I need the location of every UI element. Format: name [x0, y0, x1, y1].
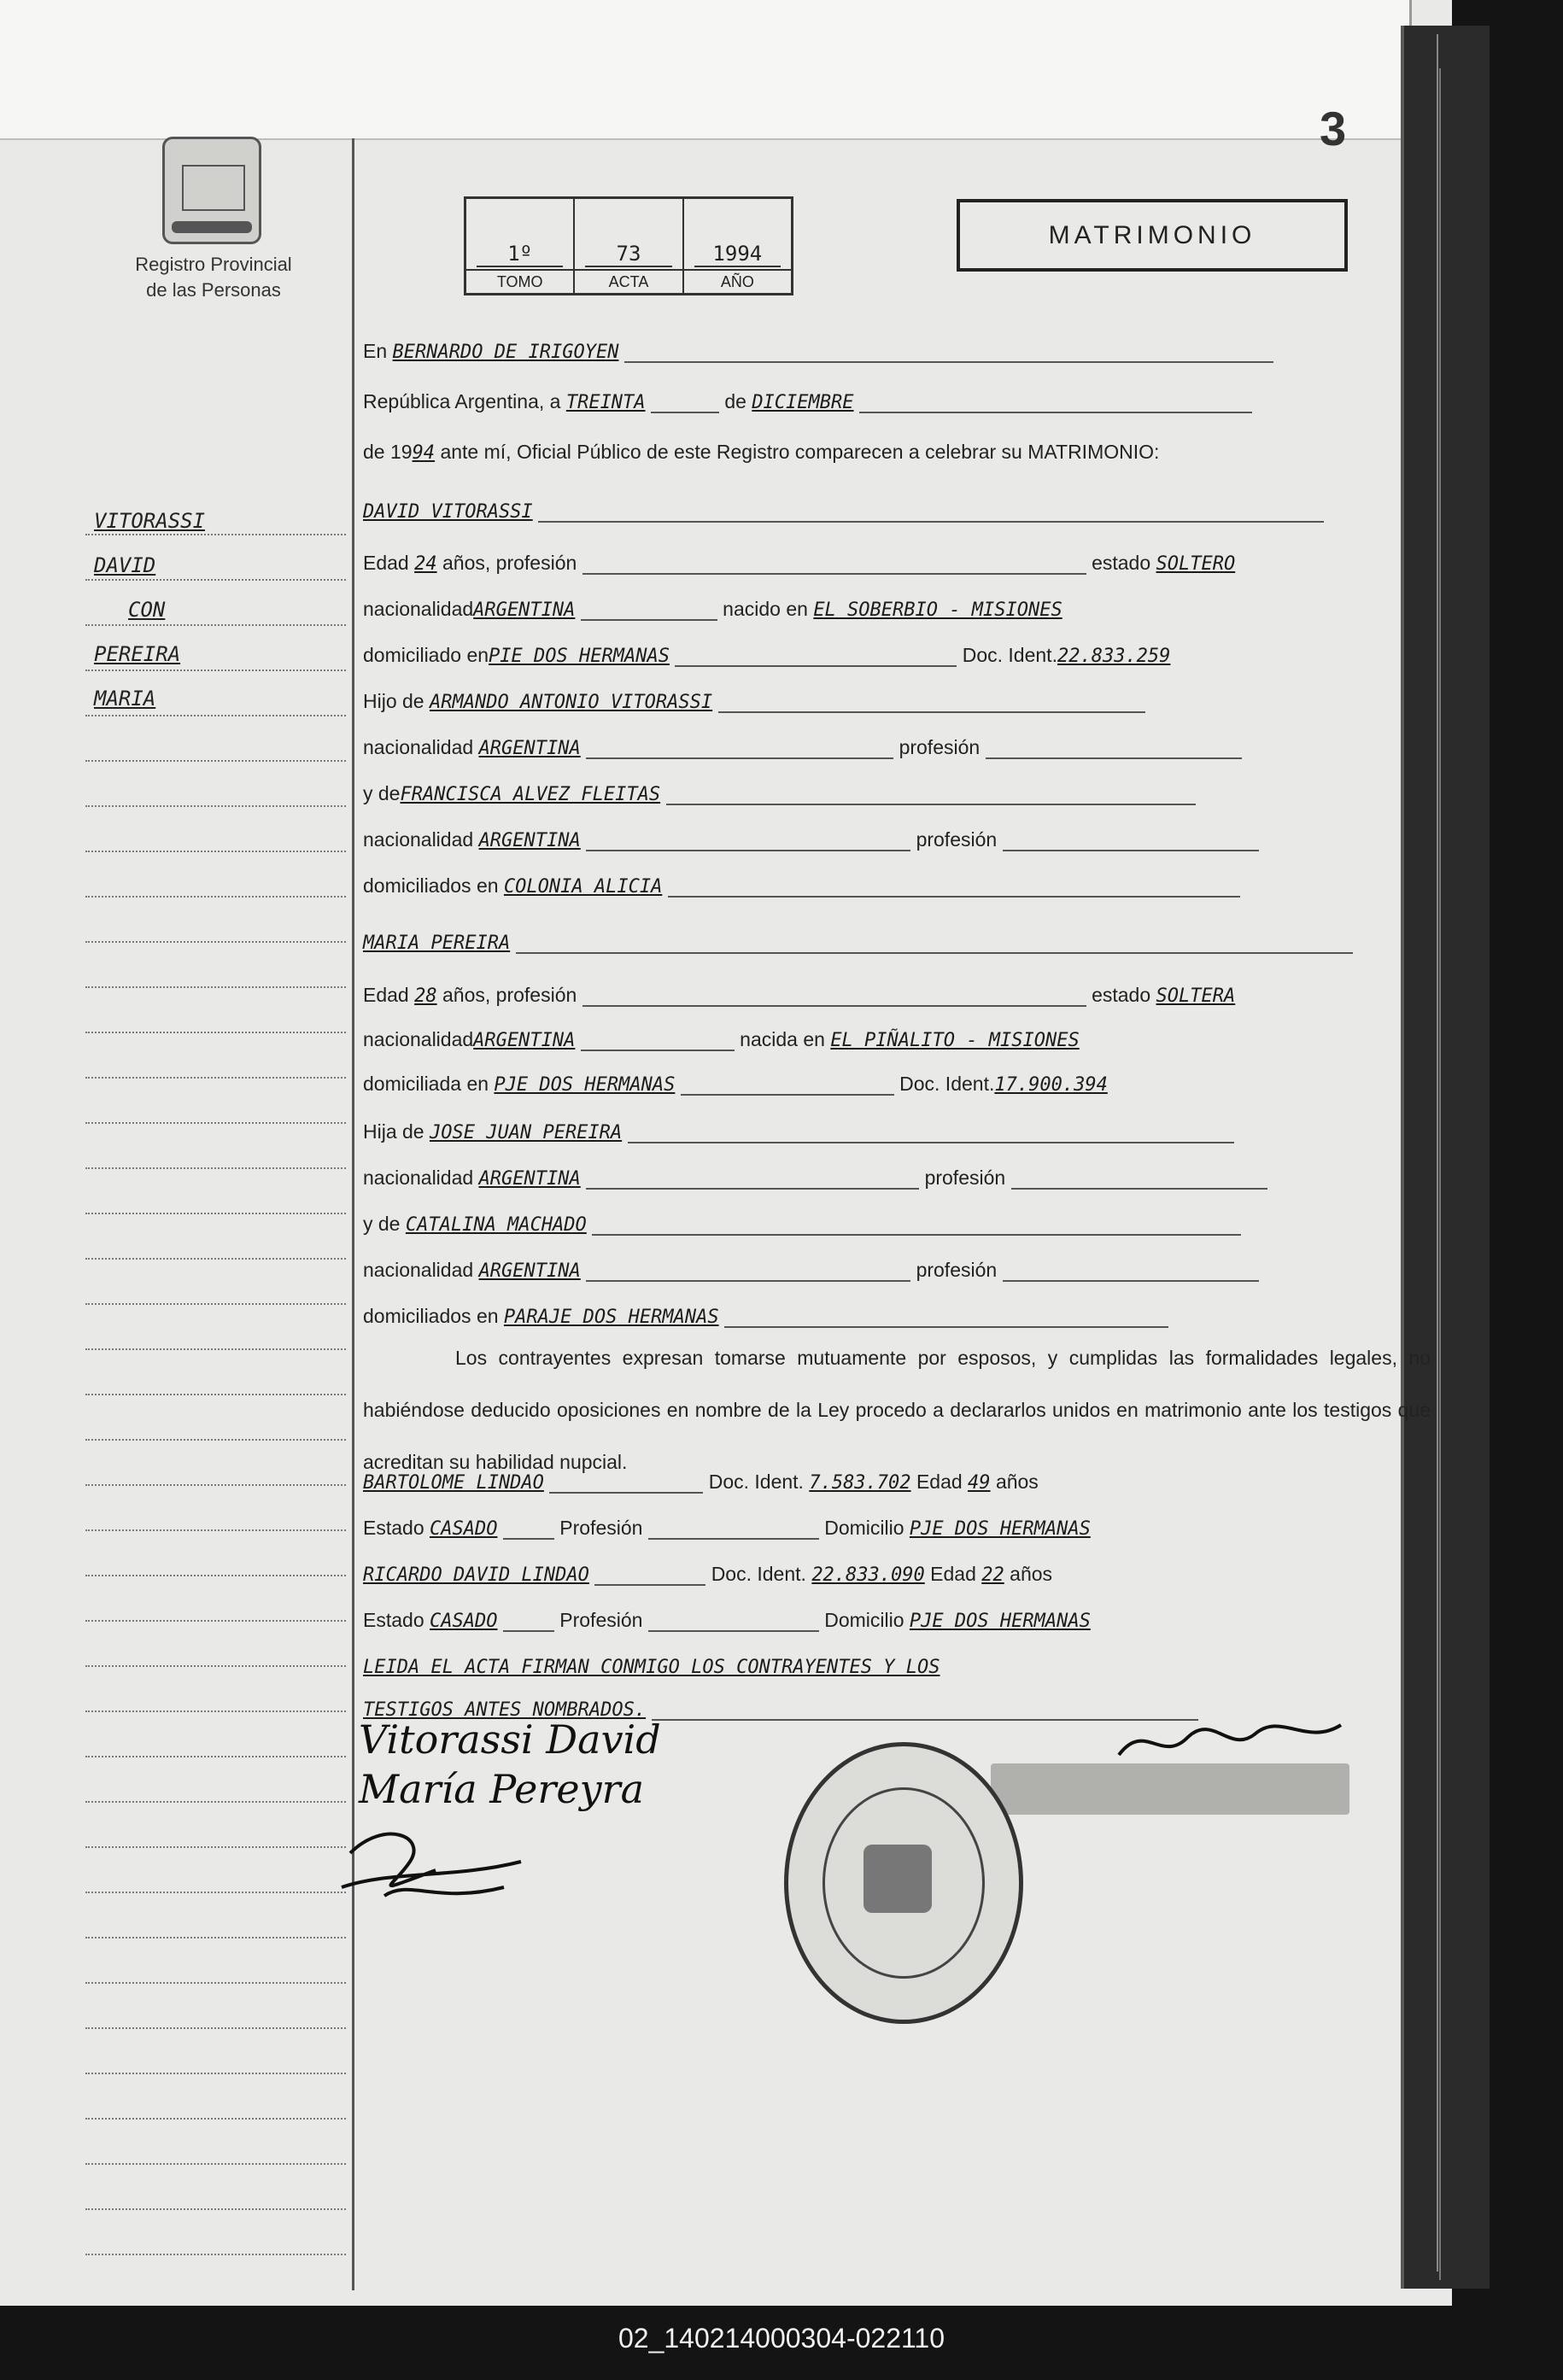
bride-mother-line: y de CATALINA MACHADO: [363, 1213, 1241, 1236]
margin-ruled-line: [85, 941, 346, 943]
margin-ruled-line: [85, 2118, 346, 2120]
witness2-status-line: Estado CASADO Profesión Domicilio PJE DOS HERMANAS: [363, 1609, 1091, 1632]
margin-ruled-line: [85, 1484, 346, 1486]
province-emblem: [162, 137, 261, 244]
margin-ruled-line: [85, 1439, 346, 1441]
margin-ruled-line: [85, 1122, 346, 1124]
margin-ruled-line: [85, 1620, 346, 1622]
document-title: MATRIMONIO: [957, 199, 1348, 272]
margin-ruled-line: [85, 1892, 346, 1893]
acta-cell: 73 ACTA: [575, 199, 683, 293]
margin-ruled-line: [85, 2254, 346, 2255]
margin-ruled-line: [85, 1575, 346, 1576]
groom-mother-nationality: nacionalidad ARGENTINA profesión: [363, 828, 1259, 851]
margin-ruled-line: [85, 1303, 346, 1305]
margin-ruled-line: [85, 2027, 346, 2029]
margin-note: CON: [128, 598, 166, 622]
registry-seal: [784, 1742, 1023, 2024]
margin-ruled-line: [85, 1213, 346, 1214]
margin-ruled-line: [85, 1982, 346, 1984]
groom-nationality-line: nacionalidadARGENTINA nacido en EL SOBERBIO - MISIONES: [363, 598, 1062, 621]
margin-ruled-line: [85, 896, 346, 898]
bride-parents-domicile: domiciliados en PARAJE DOS HERMANAS: [363, 1305, 1168, 1328]
margin-ruled-line: [85, 1710, 346, 1712]
bride-nationality-line: nacionalidadARGENTINA nacida en EL PIÑALITO - MISIONES: [363, 1028, 1080, 1051]
margin-ruled-line: [85, 760, 346, 762]
margin-ruled-line: [85, 1665, 346, 1667]
officer-stamp: [991, 1763, 1349, 1815]
margin-ruled-line: [85, 2163, 346, 2165]
registry-name: Registro Provincial de las Personas: [135, 254, 292, 301]
margin-ruled-line: [85, 1258, 346, 1260]
closing-line-1: LEIDA EL ACTA FIRMAN CONMIGO LOS CONTRAYENTES Y LOS: [363, 1657, 940, 1678]
margin-ruled-line: [85, 1348, 346, 1350]
right-margin-line: [1439, 68, 1441, 2280]
witness1-status-line: Estado CASADO Profesión Domicilio PJE DOS HERMANAS: [363, 1517, 1091, 1540]
margin-ruled-line: [85, 1801, 346, 1803]
place-line: En BERNARDO DE IRIGOYEN: [363, 340, 1273, 363]
bride-mother-nationality: nacionalidad ARGENTINA profesión: [363, 1259, 1259, 1282]
margin-ruled-line: [85, 670, 346, 671]
tomo-acta-anio-box: [464, 196, 793, 295]
margin-ruled-line: [85, 851, 346, 852]
groom-domicile-line: domiciliado enPIE DOS HERMANAS Doc. Ident.22.833.259: [363, 644, 1171, 667]
margin-ruled-line: [85, 2073, 346, 2074]
bride-father-nationality: nacionalidad ARGENTINA profesión: [363, 1167, 1267, 1190]
groom-name: DAVID VITORASSI: [363, 500, 1324, 523]
bride-domicile-line: domiciliada en PJE DOS HERMANAS Doc. Ident.17.900.394: [363, 1073, 1108, 1096]
witness1-line: BARTOLOME LINDAO Doc. Ident. 7.583.702 Edad 49 años: [363, 1471, 1039, 1494]
margin-ruled-line: [85, 1937, 346, 1939]
margin-ruled-line: [85, 579, 346, 581]
groom-age-line: Edad 24 años, profesión estado SOLTERO: [363, 552, 1236, 575]
margin-ruled-line: [85, 1077, 346, 1079]
witness2-line: RICARDO DAVID LINDAO Doc. Ident. 22.833.090 Edad 22 años: [363, 1563, 1053, 1586]
margin-ruled-line: [85, 2208, 346, 2210]
margin-ruled-line: [85, 534, 346, 535]
groom-parents-domicile: domiciliados en COLONIA ALICIA: [363, 874, 1240, 898]
margin-ruled-line: [85, 1394, 346, 1395]
margin-ruled-line: [85, 1846, 346, 1848]
bride-name: MARIA PEREIRA: [363, 931, 1353, 954]
margin-ruled-line: [85, 715, 346, 716]
margin-note: VITORASSI: [94, 509, 206, 533]
groom-father-nationality: nacionalidad ARGENTINA profesión: [363, 736, 1242, 759]
date-line: República Argentina, a TREINTA de DICIEMBRE: [363, 390, 1252, 413]
bride-father-line: Hija de JOSE JUAN PEREIRA: [363, 1120, 1234, 1143]
margin-ruled-line: [85, 1032, 346, 1033]
folded-page-top: [0, 0, 1412, 140]
page-number: 3: [1320, 102, 1347, 155]
image-id: 02_140214000304-022110: [618, 2323, 945, 2354]
bride-age-line: Edad 28 años, profesión estado SOLTERA: [363, 984, 1236, 1007]
groom-father-line: Hijo de ARMANDO ANTONIO VITORASSI: [363, 690, 1145, 713]
margin-ruled-line: [85, 624, 346, 626]
tomo-cell: 1º TOMO: [466, 199, 575, 293]
groom-mother-line: y deFRANCISCA ALVEZ FLEITAS: [363, 782, 1196, 805]
margin-note: DAVID: [94, 553, 156, 577]
closing-line-2: TESTIGOS ANTES NOMBRADOS.: [363, 1698, 1198, 1721]
margin-divider: [352, 138, 354, 2290]
anio-cell: 1994 AÑO: [684, 199, 791, 293]
declaration-paragraph: Los contrayentes expresan tomarse mutuamente por esposos, y cumplidas las formalidades legales, no habiéndose deducido oposiciones en nombre de la Ley procedo a declararlos unidos en matrimonio ante los testigos que acreditan su habilidad nupcial.: [363, 1347, 1431, 1473]
margin-ruled-line: [85, 1167, 346, 1169]
witness-signatures: [333, 1802, 538, 1913]
signature-bride: María Pereyra: [359, 1766, 644, 1812]
margin-note: PEREIRA: [94, 642, 181, 666]
margin-ruled-line: [85, 1529, 346, 1531]
year-line: de 1994 ante mí, Oficial Público de este Registro comparecen a celebrar su MATRIMONIO:: [363, 441, 1160, 464]
margin-ruled-line: [85, 1756, 346, 1757]
margin-ruled-line: [85, 805, 346, 807]
margin-ruled-line: [85, 986, 346, 988]
signature-groom: Vitorassi David: [359, 1716, 661, 1763]
margin-note: MARIA: [94, 687, 156, 710]
book-cover-edge: [1401, 26, 1490, 2289]
